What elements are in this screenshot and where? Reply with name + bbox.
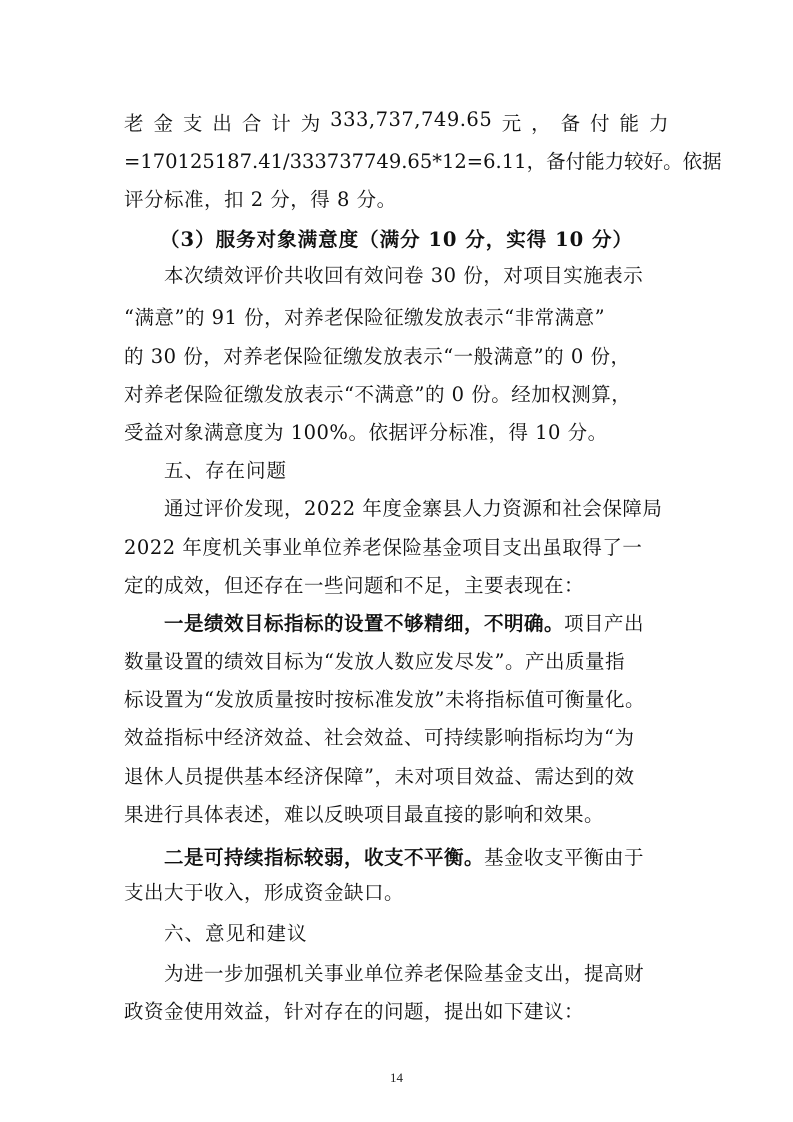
paragraph-line: 通过评价发现，2022 年度金寨县人力资源和社会保障局	[164, 497, 663, 520]
paragraph-line: 退休人员提供基本经济保障”，未对项目效益、需达到的效	[124, 765, 635, 788]
subheading-satisfaction: （3）服务对象满意度（满分 10 分，实得 10 分）	[160, 228, 633, 251]
paragraph-line: “满意”的 91 份，对养老保险征缴发放表示“非常满意”	[124, 306, 606, 329]
paragraph-line: 受益对象满意度为 100%。依据评分标准，得 10 分。	[124, 421, 608, 444]
problem-2-lead: 二是可持续指标较弱，收支不平衡。	[164, 846, 485, 869]
paragraph-line-3: 评分标准，扣 2 分，得 8 分。	[124, 188, 397, 211]
page-number: 14	[390, 1070, 403, 1085]
paragraph-line	[164, 842, 644, 870]
text-fragment: 备	[560, 112, 581, 135]
formula-line: =170125187.41/333737749.65*12=6.11，备付能力较好。依据	[124, 150, 722, 173]
problem-1-lead: 一是绩效目标指标的设置不够精细，不明确。	[164, 612, 565, 635]
text-fragment: 金	[153, 112, 174, 135]
paragraph-line	[164, 608, 644, 636]
text-fragment: 计	[271, 112, 292, 135]
text-fragment: 支	[182, 112, 203, 135]
text-fragment: 出	[212, 112, 233, 135]
amount-value: 333,737,749.65	[330, 108, 493, 131]
text-fragment: ，	[531, 112, 552, 135]
paragraph-line: 数量设置的绩效目标为“发放人数应发尽发”。产出质量指	[124, 650, 625, 673]
problem-1-text: 项目产出	[564, 612, 645, 635]
problem-2-text: 基金收支平衡由于	[484, 846, 645, 869]
paragraph-line: 为进一步加强机关事业单位养老保险基金支出，提高财	[164, 962, 645, 985]
paragraph-line: 对养老保险征缴发放表示“不满意”的 0 份。经加权测算，	[124, 383, 632, 406]
paragraph-line: 本次绩效评价共收回有效问卷 30 份，对项目实施表示	[164, 264, 644, 287]
paragraph-line: 2022 年度机关事业单位养老保险基金项目支出虽取得了一	[124, 536, 643, 559]
paragraph-line: 定的成效，但还存在一些问题和不足，主要表现在：	[124, 574, 585, 597]
section-title-6: 六、意见和建议	[164, 922, 308, 945]
paragraph-line: 果进行具体表述，难以反映项目最直接的影响和效果。	[124, 803, 605, 826]
paragraph-line: 标设置为“发放质量按时按标准发放”未将指标值可衡量化。	[124, 688, 645, 711]
text-fragment: 老	[124, 112, 145, 135]
section-title-5: 五、存在问题	[164, 459, 288, 482]
text-fragment: 为	[300, 112, 321, 135]
paragraph-line: 的 30 份，对养老保险征缴发放表示“一般满意”的 0 份，	[124, 345, 631, 368]
text-fragment: 力	[648, 112, 669, 135]
paragraph-line: 支出大于收入，形成资金缺口。	[124, 881, 405, 904]
paragraph-line: 政资金使用效益，针对存在的问题，提出如下建议：	[124, 1000, 585, 1023]
text-fragment: 合	[241, 112, 262, 135]
text-fragment: 付	[590, 112, 611, 135]
text-fragment: 元	[501, 112, 522, 135]
paragraph-line-1	[124, 108, 669, 136]
text-fragment: 能	[619, 112, 640, 135]
paragraph-line: 效益指标中经济效益、社会效益、可持续影响指标均为“为	[124, 726, 635, 749]
